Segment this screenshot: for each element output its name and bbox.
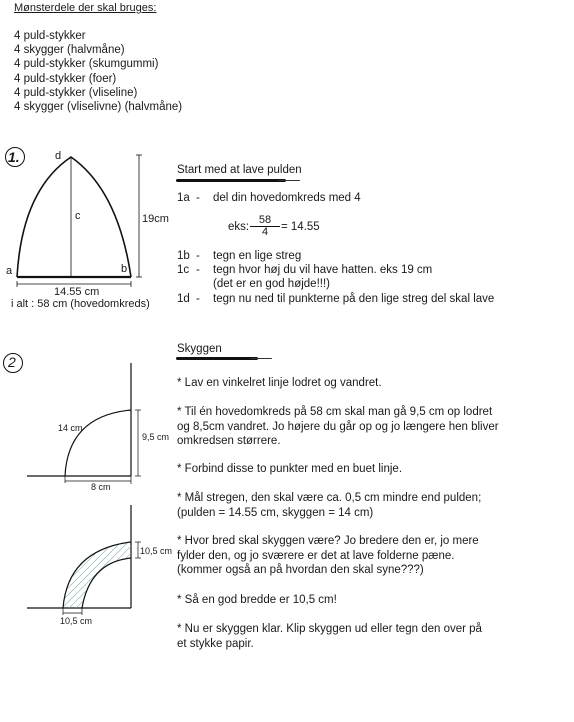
brim-diagram-2: [0, 500, 173, 630]
width-label: 14.55 cm: [54, 286, 100, 298]
crown-piece-diagram: [0, 150, 160, 300]
instruction-paragraph: [177, 622, 482, 651]
point-label-a: a: [6, 265, 13, 277]
paragraph-line: * Nu er skyggen klar. Klip skyggen ud eller tegn den over på: [177, 623, 482, 635]
fraction-denominator: 4: [261, 226, 269, 238]
parts-list: [14, 29, 182, 114]
step-text: del din hovedomkreds med 4: [213, 192, 361, 204]
step-dash: -: [196, 192, 200, 204]
point-label-c: c: [75, 210, 81, 222]
brim-base-label: 10,5 cm: [60, 616, 93, 626]
step-code: 1c: [177, 264, 190, 276]
arc-length-label: 14 cm: [58, 423, 83, 433]
section-heading-skyggen: Skyggen: [177, 343, 222, 355]
list-item: 4 puld-stykker (skumgummi): [14, 58, 159, 71]
step-number-2: 2: [8, 354, 16, 370]
paragraph-line: fylder den, og jo sværere er det at lave folderne pæne.: [177, 549, 455, 562]
instruction-paragraph: [177, 405, 499, 449]
step-dash: -: [196, 250, 200, 262]
instruction-paragraph: [177, 491, 481, 520]
width-label: 8 cm: [91, 482, 111, 492]
step-code: 1a: [177, 192, 190, 204]
list-item: 4 puld-stykker: [14, 30, 86, 42]
list-item: 4 puld-stykker (foer): [14, 72, 117, 85]
fraction-58-over-4: [250, 215, 280, 238]
heading-underline: [176, 357, 258, 360]
instruction-paragraph: * Lav en vinkelret linje lodret og vandret.: [177, 377, 382, 389]
step-text: tegn en lige streg: [213, 250, 302, 262]
step-dash: -: [196, 264, 200, 276]
list-item: 4 puld-stykker (vliseline): [14, 86, 138, 99]
brim-diagram-1: [0, 360, 170, 495]
section-heading-pulden: Start med at lave pulden: [177, 164, 302, 176]
paragraph-line: * Mål stregen, den skal være ca. 0,5 cm mindre end pulden;: [177, 492, 482, 504]
paragraph-line: (pulden = 14.55 cm, skyggen = 14 cm): [177, 506, 374, 519]
step-number-1: 1.: [8, 149, 20, 165]
step-code: 1b: [177, 250, 190, 262]
page-title: Mønsterdele der skal bruges:: [14, 2, 157, 14]
point-label-b: b: [121, 263, 128, 275]
total-label: i alt : 58 cm (hovedomkreds): [11, 298, 150, 310]
step-text-note: (det er en god højde!!!): [213, 278, 330, 290]
eks-label: eks:: [228, 221, 250, 233]
paragraph-line: * Hvor bred skal skyggen være? Jo bredere den er, jo mere: [177, 535, 479, 547]
step-text: tegn nu ned til punkterne på den lige streg del skal lave: [213, 293, 495, 305]
instruction-paragraph: * Så en god bredde er 10,5 cm!: [177, 594, 337, 606]
instruction-paragraph: * Forbind disse to punkter med en buet linje.: [177, 463, 403, 475]
fraction: [250, 215, 280, 238]
fraction-numerator: 58: [250, 215, 280, 227]
paragraph-line: (kommer også an på hvordan den skal syne???): [177, 564, 424, 576]
step-text: tegn hvor høj du vil have hatten. eks 19 cm: [213, 264, 433, 276]
height-label: 9,5 cm: [142, 432, 170, 442]
paragraph-line: omkredsen størrere.: [177, 435, 281, 447]
brim-width-label: 10,5 cm: [140, 546, 173, 556]
height-label: 19cm: [142, 213, 169, 225]
paragraph-line: * Til én hovedomkreds på 58 cm skal man gå 9,5 cm op lodret: [177, 406, 493, 418]
point-label-d: d: [55, 150, 62, 162]
step-code: 1d: [177, 293, 190, 305]
heading-underline: [176, 179, 286, 182]
eks-result: = 14.55: [281, 221, 320, 233]
paragraph-line: og 8,5cm vandret. Jo højere du går op og jo længere hen bliver: [177, 420, 499, 433]
step-dash: -: [196, 293, 200, 305]
paragraph-line: et stykke papir.: [177, 637, 254, 650]
list-item: 4 skygger (vliselivne) (halvmåne): [14, 101, 183, 114]
list-item: 4 skygger (halvmåne): [14, 44, 125, 57]
instruction-paragraph: [177, 534, 479, 578]
